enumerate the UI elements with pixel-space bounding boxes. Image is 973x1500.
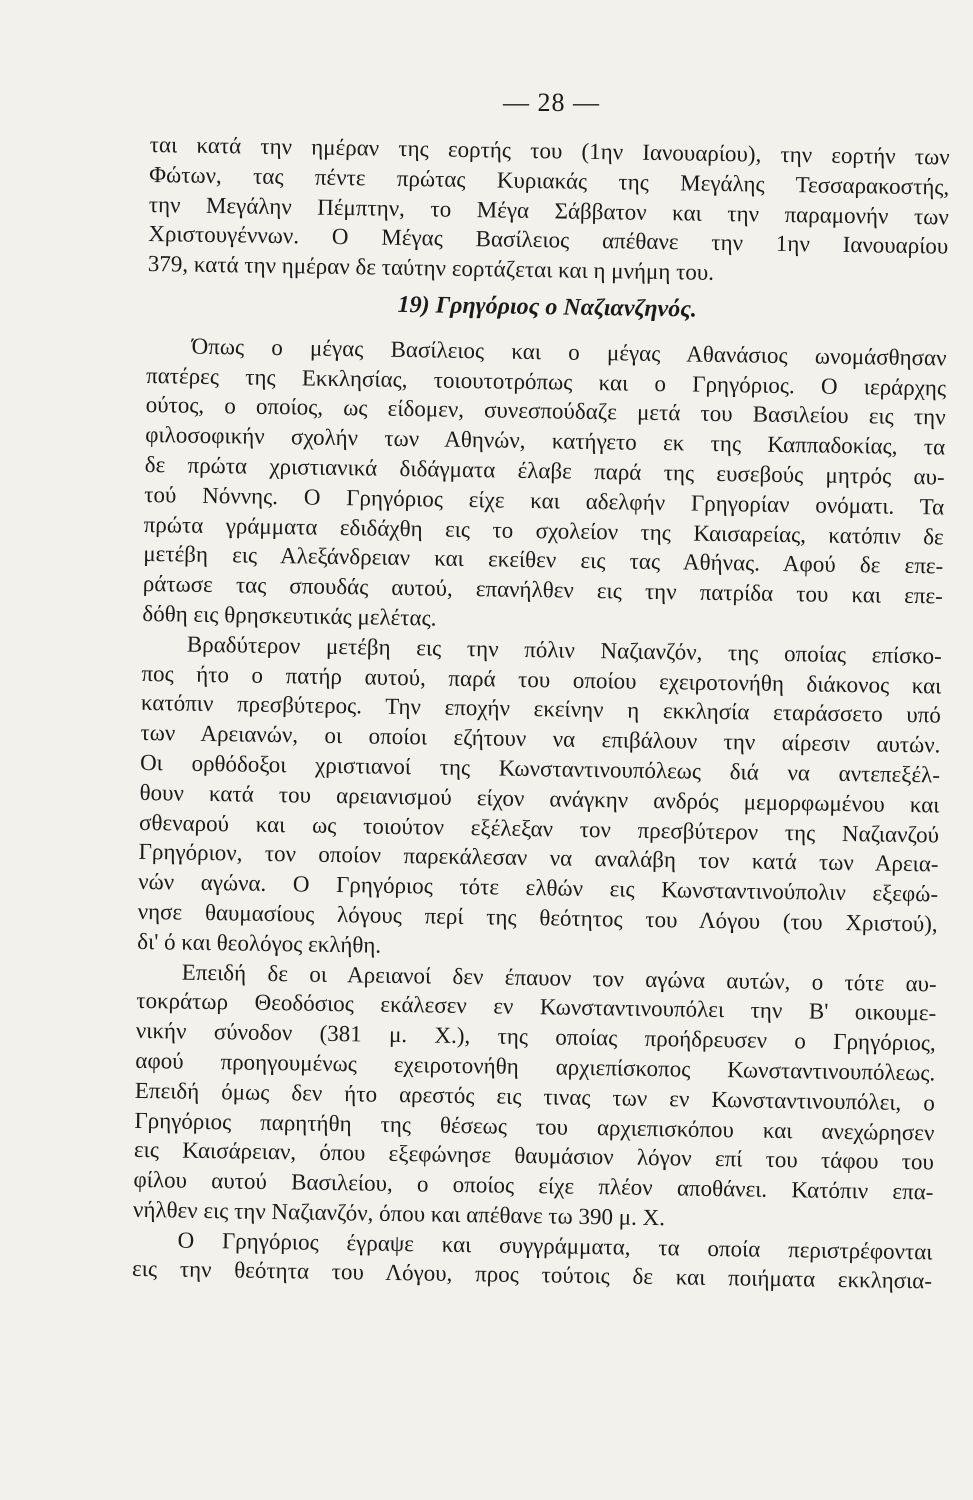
paragraph-4 — [133, 956, 937, 1237]
text-line: φιλοσοφικήν σχολήν των Αθηνών, κατήγετο εκ της Καππαδοκίας, τα — [145, 422, 946, 460]
text-line: ται κατά την ημέραν της εορτής του (1ην Ιανουαρίου), την εορτήν των — [149, 131, 950, 170]
text-line: μετέβη εις Αλεξάνδρειαν και εκείθεν εις τας Αθήνας. Αφού δε επε- — [143, 541, 944, 579]
text-line: τού Νόννης. Ο Γρηγόριος είχε και αδελφήν Γρηγορίαν ονόματι. Τα — [144, 481, 945, 520]
text-line: πρώτα γράμματα εδιδάχθη εις το σχολείον της Καισαρείας, κατόπιν δε — [143, 511, 944, 550]
text-line: εις Καισάρειαν, όπου εξεφώνησε θαυμάσιον λόγον επί του τάφου του — [133, 1137, 935, 1175]
body-text — [132, 130, 950, 1297]
text-line: νών αγώνα. Ο Γρηγόριος τότε ελθών εις Κωνσταντινούπολιν εξεφώ- — [137, 869, 939, 907]
text-line: ράτωσε τας σπουδάς αυτού, επανήλθεν εις την πατρίδα του και επε- — [142, 571, 943, 609]
text-line: δε πρώτα χριστιανικά διδάγματα έλαβε παρά της ευσεβούς μητρός αυ- — [144, 451, 945, 490]
section-heading: 19) Γρηγόριος ο Ναζιανζηνός. — [397, 291, 698, 323]
paragraph-1 — [148, 130, 950, 292]
text-line: Γρηγόριος παρητήθη της θέσεως του αρχιεπισκόπου και ανεχώρησεν — [134, 1107, 935, 1145]
text-line: νησε θαυμασίους λόγους περί της θεότητος του Λόγου (του Χριστού), — [137, 898, 938, 937]
text-line: θουν κατά του αρειανισμού είχον ανάγκην ανδρός μεμορφωμένου και — [139, 779, 940, 818]
text-line: των Αρειανών, οι οποίοι εζήτουν να επιβάλουν την αίρεσιν αυτών. — [140, 720, 941, 758]
text-line: πος ήτο ο πατήρ αυτού, παρά του οποίου εχειροτονήθη διάκονος και — [141, 660, 942, 699]
text-line: δι' ό και θεολόγος εκλήθη. — [137, 928, 382, 958]
text-line: Γρηγόριον, τον οποίον παρεκάλεσαν να αναλάβη τον κατά των Αρεια- — [138, 839, 939, 877]
text-line: ούτος, ο οποίος, ως είδομεν, συνεσπούδαζε μετά του Βασιλείου εις την — [145, 392, 946, 430]
paragraph-3 — [137, 629, 942, 969]
page-number: — 28 — — [503, 88, 600, 117]
text-line: νήλθεν εις την Ναζιανζόν, όπου και απέθανε τω 390 μ. Χ. — [132, 1196, 666, 1231]
text-line: δόθη εις θρησκευτικάς μελέτας. — [142, 600, 437, 631]
text-line: Χριστουγέννων. Ο Μέγας Βασίλειος απέθανε την 1ην Ιανουαρίου — [148, 221, 949, 259]
text-line: σθεναρού και ως τοιούτον εξέλεξαν τον πρεσβύτερον της Ναζιανζού — [138, 809, 940, 848]
text-line: Οι ορθόδοξοι χριστιανοί της Κωνσταντινουπόλεως διά να αντεπεξέλ- — [139, 749, 941, 788]
text-line: εις την θεότητα του Λόγου, προς τούτοις δε και ποιήματα εκκλησια- — [131, 1256, 933, 1294]
text-line: Φώτων, τας πέντε πρώτας Κυριακάς της Μεγάλης Τεσσαρακοστής, — [149, 161, 950, 200]
text-line: τοκράτωρ Θεοδόσιος εκάλεσεν εν Κωνσταντινουπόλει την Β' οικουμε- — [136, 988, 937, 1026]
text-line: Βραδύτερον μετέβη εις την πόλιν Ναζιανζόν, της οποίας επίσκο- — [186, 631, 943, 669]
text-line: νικήν σύνοδον (381 μ. Χ.), της οποίας προήδρευσεν ο Γρηγόριος, — [135, 1017, 936, 1056]
text-line: 379, κατά την ημέραν δε ταύτην εορτάζεται και η μνήμη του. — [147, 251, 715, 286]
text-line: φίλου αυτού Βασιλείου, ο οποίος είχε πλέον αποθάνει. Κατόπιν επα- — [133, 1166, 934, 1205]
paragraph-2 — [142, 331, 947, 641]
text-line: την Μεγάλην Πέμπτην, το Μέγα Σάββατον και την παραμονήν των — [148, 191, 949, 230]
paragraph-5 — [132, 1225, 933, 1297]
text-line: Επειδή όμως δεν ήτο αρεστός εις τινας των εν Κωνσταντινουπόλει, ο — [134, 1077, 936, 1116]
text-line: Επειδή δε οι Αρειανοί δεν έπαυον τον αγώνα αυτών, ο τότε αυ- — [181, 959, 937, 996]
text-line: Ο Γρηγόριος έγραψε και συγγράμματα, τα οποία περιστρέφονται — [177, 1227, 933, 1265]
text-line: πατέρες της Εκκλησίας, τοιουτοτρόπως και ο Γρηγόριος. Ο ιεράρχης — [145, 362, 947, 401]
text-line: Όπως ο μέγας Βασίλειος και ο μέγας Αθανάσιος ωνομάσθησαν — [191, 333, 947, 371]
text-line: κατόπιν πρεσβύτερος. Την εποχήν εκείνην η εκκλησία εταράσσετο υπό — [140, 690, 942, 728]
text-line: αφού προηγουμένως εχειροτονήθη αρχιεπίσκοπος Κωνσταντινουπόλεως. — [135, 1047, 936, 1086]
